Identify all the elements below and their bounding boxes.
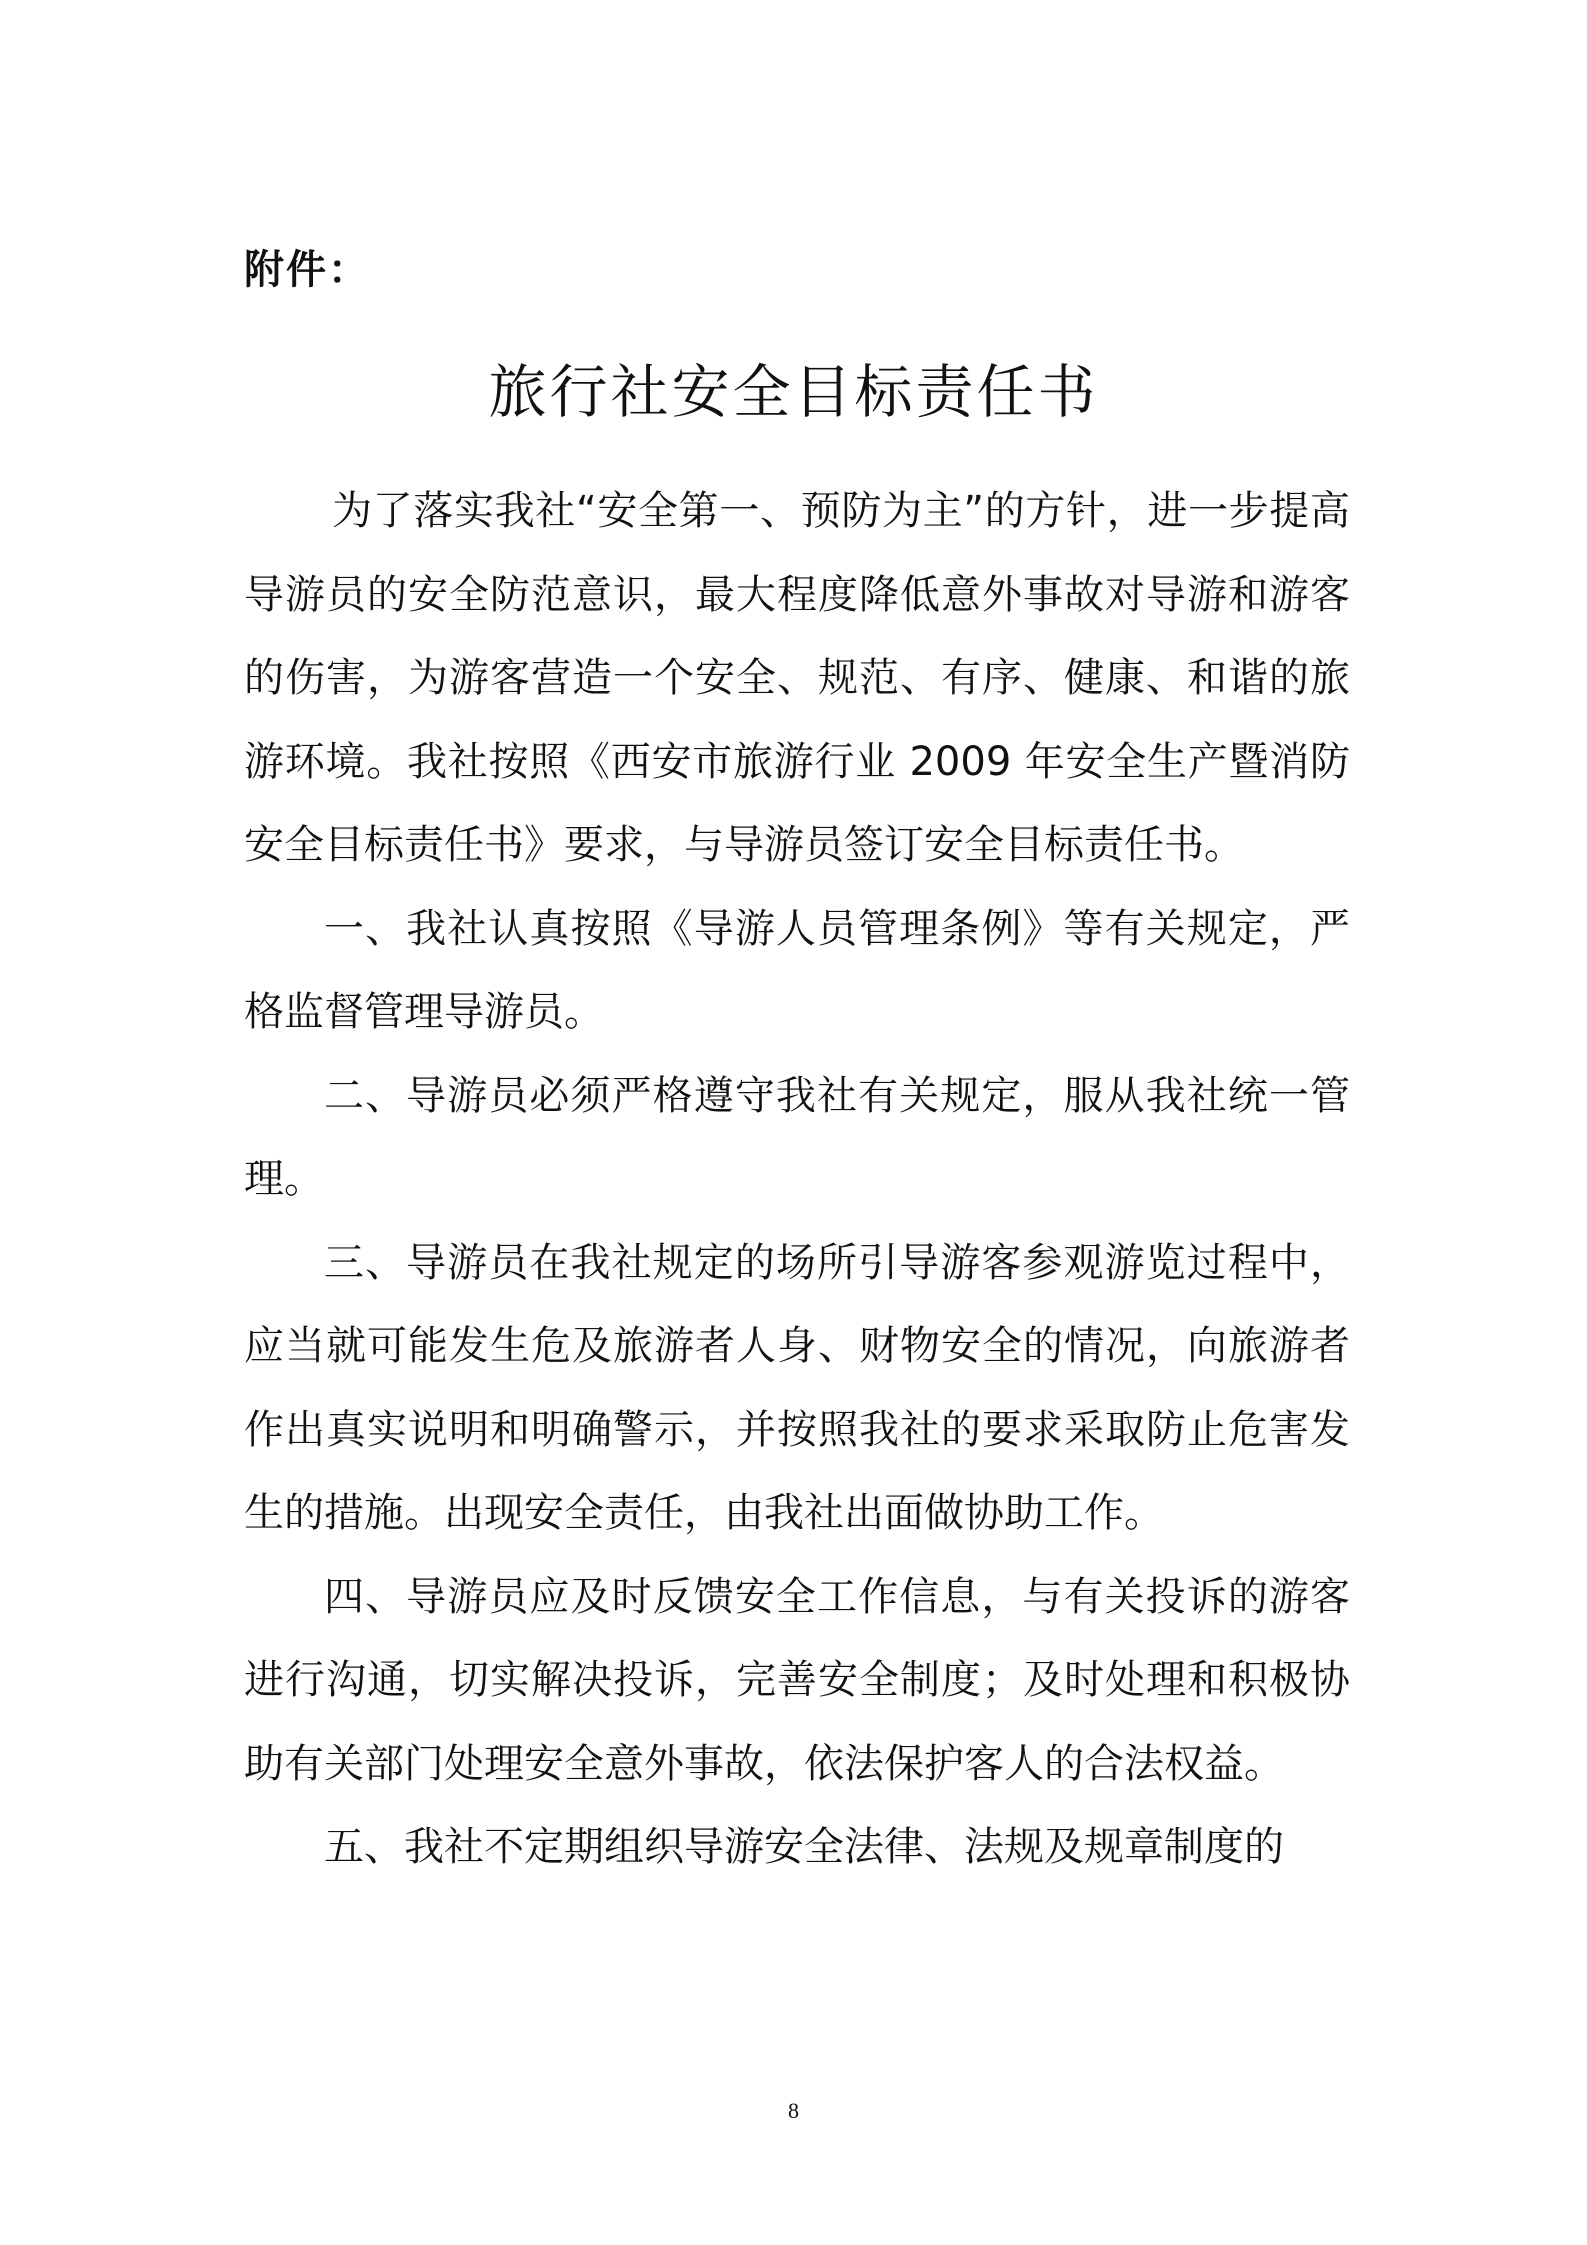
paragraph-clause-2: 二、导游员必须严格遵守我社有关规定，服从我社统一管理。 [244,1072,1350,1202]
paragraph-intro: 为了落实我社“安全第一、预防为主”的方针，进一步提高导游员的安全防范意识，最大程度降低意外事故对导游和游客的伤害，为游客营造一个安全、规范、有序、健康、和谐的旅游环境。我社按照《西安市旅游行业 2009 年安全生产暨消防安全目标责任书》要求，与导游员签订安全目标责任书。 [244,488,1350,868]
document-body [244,470,1350,1890]
page-number: 8 [788,2098,799,2123]
attachment-label: 附件： [244,247,370,293]
paragraph-clause-1: 一、我社认真按照《导游人员管理条例》等有关规定，严格监督管理导游员。 [244,905,1350,1035]
paragraph-clause-4: 四、导游员应及时反馈安全工作信息，与有关投诉的游客进行沟通，切实解决投诉，完善安全制度；及时处理和积极协助有关部门处理安全意外事故，依法保护客人的合法权益。 [244,1573,1350,1787]
paragraph-clause-3: 三、导游员在我社规定的场所引导游客参观游览过程中，应当就可能发生危及旅游者人身、财物安全的情况，向旅游者作出真实说明和明确警示，并按照我社的要求采取防止危害发生的措施。出现安全责任，由我社出面做协助工作。 [244,1239,1350,1536]
document-title: 旅行社安全目标责任书 [488,358,1099,426]
paragraph-clause-5: 五、我社不定期组织导游安全法律、法规及规章制度的 [324,1824,1284,1870]
